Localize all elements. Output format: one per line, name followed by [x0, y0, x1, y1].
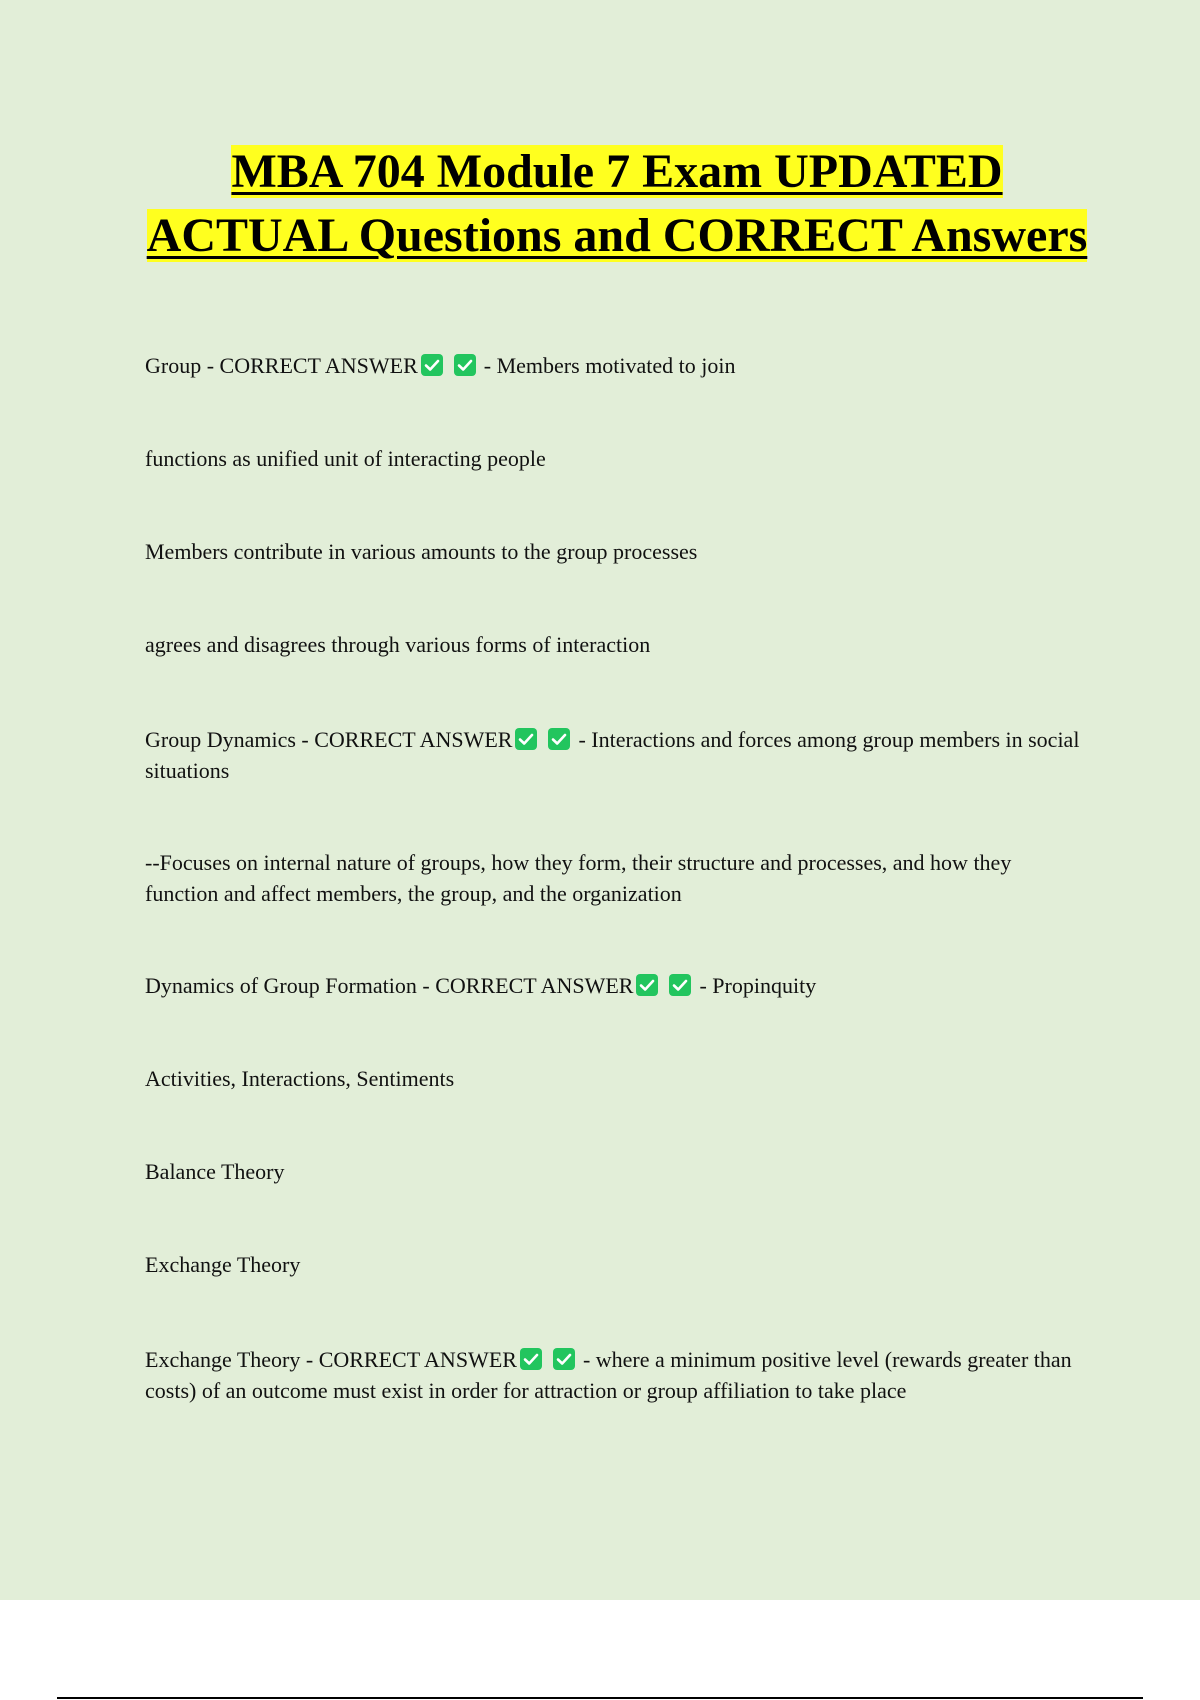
check-mark-icon: [669, 974, 691, 996]
entry-term: Exchange Theory - CORRECT ANSWER: [145, 1347, 517, 1372]
check-mark-icon: [553, 1348, 575, 1370]
check-mark-icon: [515, 728, 537, 750]
entry-answer: - Members motivated to join: [483, 353, 736, 378]
qa-entry-exchange-theory: [145, 1344, 1085, 1406]
entry-answer: - Propinquity: [699, 973, 817, 998]
entry-answer: - where a minimum positive level (rewards greater than costs) of an outcome must exist in order for attraction or group affiliation to take place: [145, 1347, 1072, 1403]
entry-term: Group Dynamics - CORRECT ANSWER: [145, 727, 513, 752]
check-mark-icon: [548, 728, 570, 750]
qa-line: --Focuses on internal nature of groups, how they form, their structure and processes, and how they function and affect members, the group, and the organization: [145, 850, 1012, 906]
check-mark-icon: [454, 354, 476, 376]
entry-answer: - Interactions and forces among group members in social situations: [145, 727, 1080, 783]
footer-rule: [57, 1697, 1143, 1699]
qa-line: Exchange Theory: [145, 1252, 301, 1277]
qa-line: functions as unified unit of interacting people: [145, 446, 546, 471]
check-mark-icon: [421, 354, 443, 376]
entry-term: Dynamics of Group Formation - CORRECT ANSWER: [145, 973, 634, 998]
qa-entry-group: [145, 350, 1085, 381]
qa-entry-group-formation: [145, 970, 1085, 1001]
qa-line: Activities, Interactions, Sentiments: [145, 1066, 455, 1091]
qa-line: agrees and disagrees through various forms of interaction: [145, 632, 651, 657]
qa-line: Members contribute in various amounts to the group processes: [145, 539, 698, 564]
entry-term: Group - CORRECT ANSWER: [145, 353, 418, 378]
title-highlight: MBA 704 Module 7 Exam UPDATED ACTUAL Questions and CORRECT Answers: [146, 145, 1088, 262]
document-title: [130, 140, 1104, 268]
qa-line: Balance Theory: [145, 1159, 285, 1184]
check-mark-icon: [520, 1348, 542, 1370]
check-mark-icon: [636, 974, 658, 996]
qa-entry-group-dynamics: [145, 724, 1085, 786]
